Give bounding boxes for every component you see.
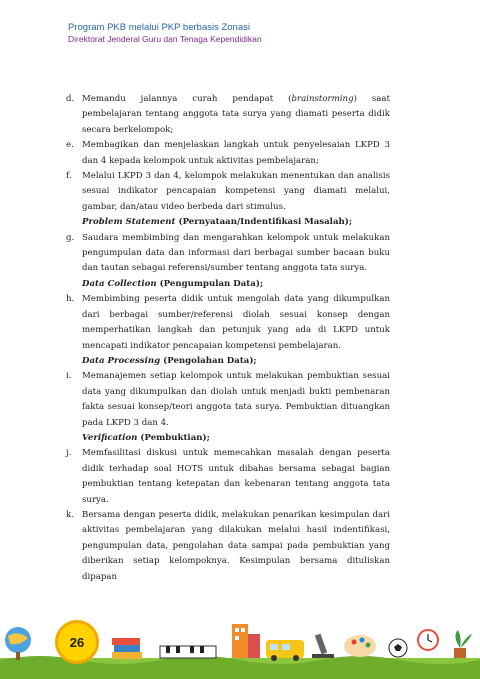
list-item-d: d. Memandu jalannya curah pendapat (brainstorming) saat pembelajaran tentang anggota tata surya yang diamati peserta didik secara berkelompok; — [66, 94, 390, 135]
microscope-icon — [312, 634, 334, 658]
list-item-k: k. Bersama dengan peserta didik, melakukan penarikan kesimpulan dari aktivitas pembelajaran yang dilakukan melalui hasil indentifikasi, pengumpulan data, pengolahan data sampai pada pembuktian yang diberikan setiap kelompoknya. Kesimpulan bersama dituliskan dipapan — [66, 509, 390, 582]
piano-icon — [160, 646, 216, 658]
soccer-ball-icon — [389, 639, 407, 657]
section-heading-verification: Verification (Pembuktian); — [82, 432, 210, 443]
palette-icon — [344, 635, 376, 657]
list-item-h: h. Membimbing peserta didik untuk mengolah data yang dikumpulkan dari berbagai sumber/referensi diolah sesuai konsep dengan memperhatikan langkah dan petunjuk yang ada di LKPD untuk mencapati indikator pencapaian kompetensi pembelajaran. — [66, 294, 390, 351]
plant-icon — [454, 630, 472, 658]
section-heading-data-collection: Data Collection (Pengumpulan Data); — [82, 278, 264, 289]
section-heading-data-processing: Data Processing (Pengolahan Data); — [82, 355, 257, 366]
section-heading-problem-statement: Problem Statement (Pernyataan/Indentifikasi Masalah); — [82, 217, 353, 228]
header-title: Program PKB melalui PKP berbasis Zonasi — [68, 22, 250, 33]
header-subtitle: Direktorat Jenderal Guru dan Tenaga Kependidikan — [68, 34, 262, 44]
page-number-badge: 26 — [55, 620, 99, 664]
books-icon — [112, 638, 142, 659]
building-icon — [232, 624, 260, 658]
page-header — [68, 22, 262, 45]
clock-icon — [418, 630, 438, 650]
list-item-i: i. Memanajemen setiap kelompok untuk melakukan pembuktian sesuai data yang dikumpulkan dan diolah untuk menjadi bukti pembenaran fakta sesuai konsep/teori anggota tata surya. Pembuktian dituangkan pada LKPD 3 dan 4. — [66, 371, 390, 428]
document-body — [66, 92, 390, 585]
list-item-f: f. Melalui LKPD 3 dan 4, kelompok melakukan menentukan dan analisis sesuai indikator pencapaian kompetensi yang diamati melalui, gambar, dan/atau video berbeda dari stimulus. — [66, 171, 390, 212]
list-item-j: j. Memfasilitasi diskusi untuk memecahkan masalah dengan peserta didik terhadap soal HOTS untuk dibahas bersama sebagai bagian pembuktian tentang ketepatan dan kebenaran tentang anggota tata surya. — [66, 448, 390, 505]
bus-icon — [266, 640, 304, 661]
globe-icon — [5, 627, 31, 660]
list-item-e: e. Membagikan dan menjelaskan langkah untuk penyelesaian LKPD 3 dan 4 kepada kelompok untuk aktivitas pembelajaran; — [66, 140, 390, 166]
list-item-g: g. Saudara membimbing dan mengarahkan kelompok untuk melakukan pengumpulan data dan informasi dari berbagai sumber bacaan buku dan tautan sebagai referensi/sumber tentang anggota tata surya. — [66, 232, 390, 274]
